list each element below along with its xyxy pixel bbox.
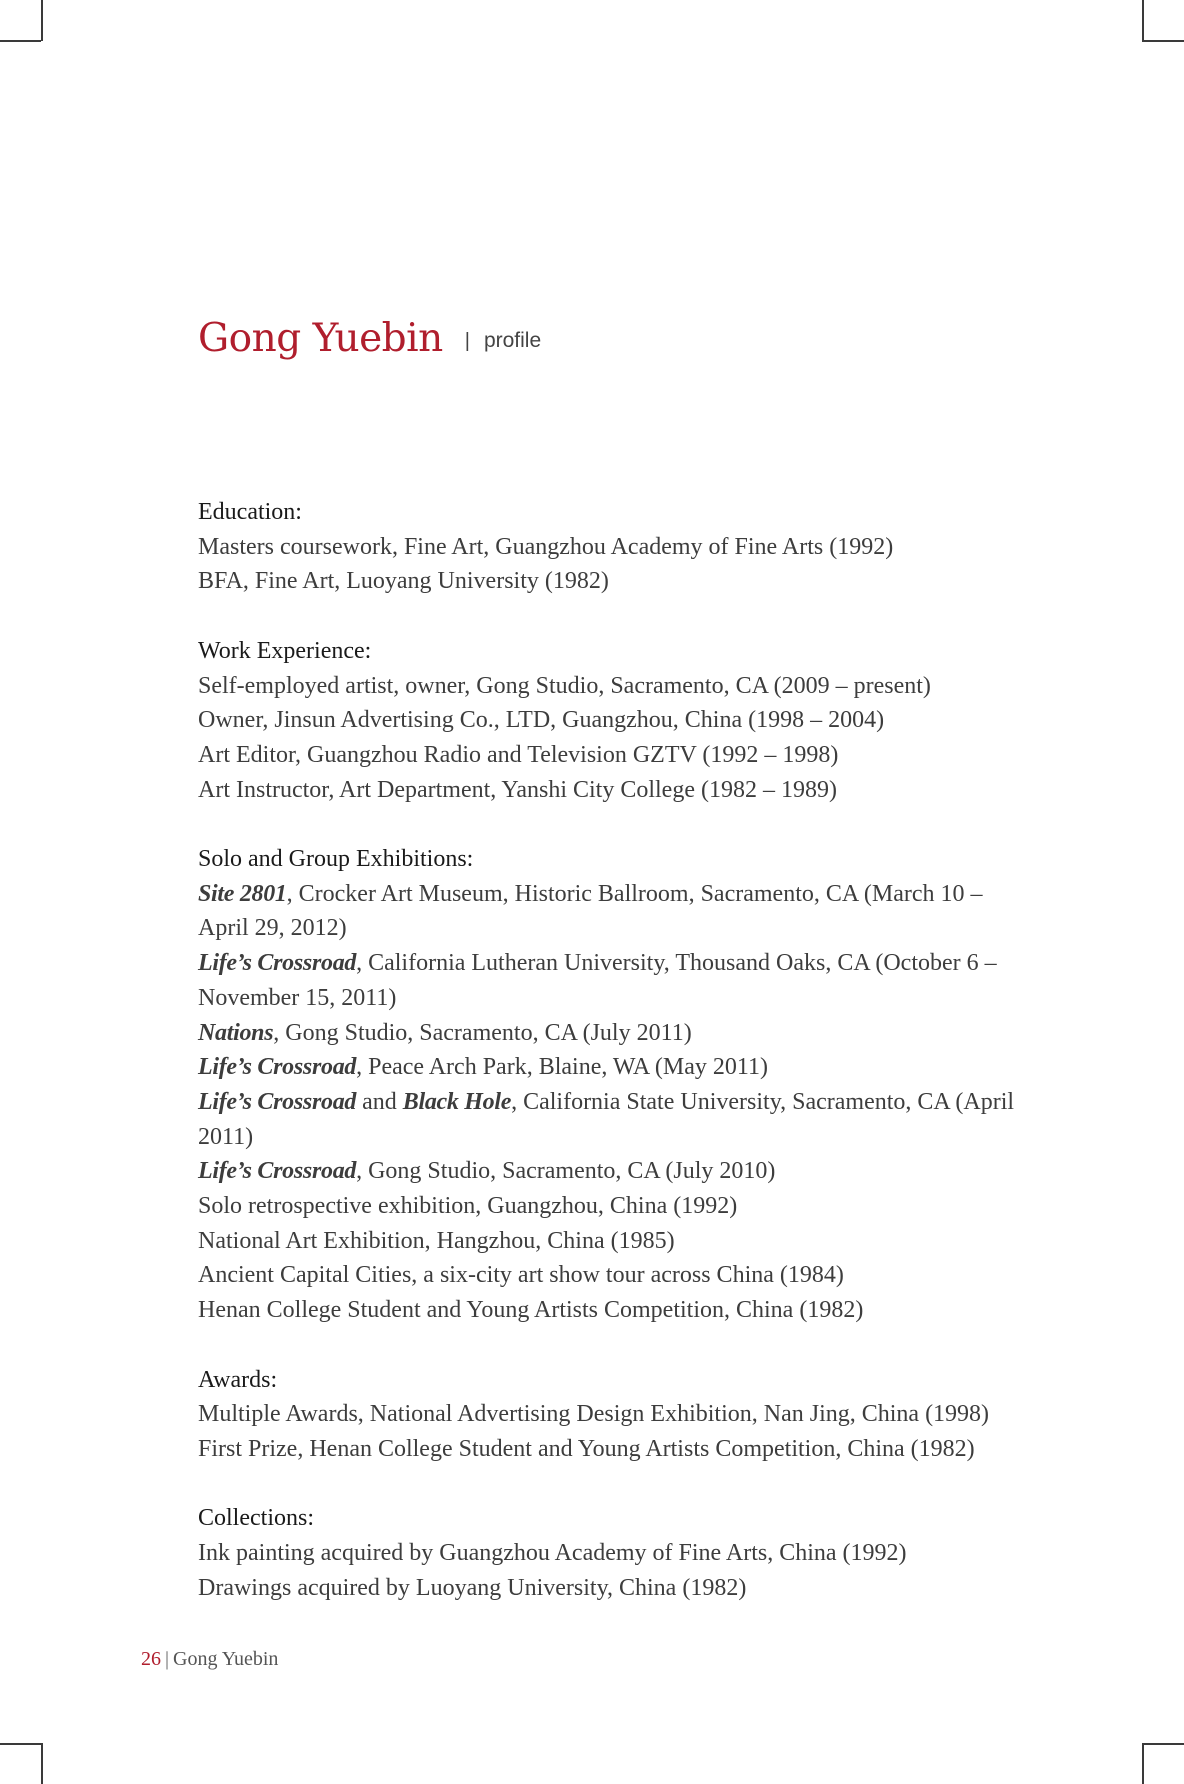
exhibition-item: Life’s Crossroad and Black Hole, California State University, Sacramento, CA (April bbox=[198, 1088, 1015, 1115]
work-heading: Work Experience: bbox=[198, 637, 372, 664]
education-item: BFA, Fine Art, Luoyang University (1982) bbox=[198, 568, 609, 595]
crop-mark-top-left-v bbox=[41, 0, 43, 41]
exhibitions-heading: Solo and Group Exhibitions: bbox=[198, 846, 474, 872]
collections-section bbox=[198, 1501, 1048, 1605]
crop-mark-top-right-h bbox=[1142, 40, 1184, 42]
education-heading: Education: bbox=[198, 499, 302, 525]
exhibition-item: Ancient Capital Cities, a six-city art show tour across China (1984) bbox=[198, 1262, 844, 1289]
footer-separator: | bbox=[165, 1648, 170, 1670]
crop-mark-bottom-left-v bbox=[41, 1743, 43, 1784]
exhibition-item: April 29, 2012) bbox=[198, 915, 347, 942]
work-item: Self-employed artist, owner, Gong Studio, Sacramento, CA (2009 – present) bbox=[198, 672, 931, 699]
exhibition-item: 2011) bbox=[198, 1123, 254, 1150]
exhibition-item: Henan College Student and Young Artists Competition, China (1982) bbox=[198, 1297, 864, 1324]
exhibitions-section bbox=[198, 842, 1048, 1328]
exhibition-item: Life’s Crossroad, California Lutheran University, Thousand Oaks, CA (October 6 – bbox=[198, 950, 997, 977]
work-item: Art Editor, Guangzhou Radio and Television GZTV (1992 – 1998) bbox=[198, 741, 839, 768]
exhibition-item: November 15, 2011) bbox=[198, 984, 397, 1011]
award-item: Multiple Awards, National Advertising Design Exhibition, Nan Jing, China (1998) bbox=[198, 1401, 990, 1428]
collection-item: Ink painting acquired by Guangzhou Academy of Fine Arts, China (1992) bbox=[198, 1540, 907, 1567]
crop-mark-bottom-right-v bbox=[1142, 1743, 1144, 1784]
work-section bbox=[198, 634, 1048, 808]
title-subtitle: profile bbox=[483, 329, 542, 352]
exhibition-title: Life’s Crossroad bbox=[198, 1088, 357, 1115]
exhibition-title: Nations bbox=[198, 1019, 274, 1046]
exhibition-title: Life’s Crossroad bbox=[198, 1054, 357, 1081]
profile-content bbox=[198, 495, 1048, 1640]
title-separator: | bbox=[464, 330, 470, 352]
education-item: Masters coursework, Fine Art, Guangzhou Academy of Fine Arts (1992) bbox=[198, 533, 894, 560]
education-section bbox=[198, 495, 1048, 599]
crop-mark-top-right-v bbox=[1142, 0, 1144, 41]
crop-mark-bottom-left-h bbox=[0, 1743, 41, 1745]
awards-heading: Awards: bbox=[198, 1366, 278, 1393]
work-item: Art Instructor, Art Department, Yanshi City College (1982 – 1989) bbox=[198, 776, 837, 803]
exhibition-item: Site 2801, Crocker Art Museum, Historic Ballroom, Sacramento, CA (March 10 – bbox=[198, 880, 983, 907]
crop-mark-bottom-right-h bbox=[1142, 1743, 1184, 1745]
page-title bbox=[198, 316, 541, 361]
work-item: Owner, Jinsun Advertising Co., LTD, Guangzhou, China (1998 – 2004) bbox=[198, 707, 885, 734]
exhibition-item: Solo retrospective exhibition, Guangzhou, China (1992) bbox=[198, 1193, 738, 1220]
collection-item: Drawings acquired by Luoyang University, China (1982) bbox=[198, 1574, 747, 1601]
exhibition-item: National Art Exhibition, Hangzhou, China (1985) bbox=[198, 1227, 675, 1254]
artist-name: Gong Yuebin bbox=[198, 316, 443, 361]
award-item: First Prize, Henan College Student and Young Artists Competition, China (1982) bbox=[198, 1435, 975, 1462]
awards-section bbox=[198, 1363, 1048, 1467]
exhibition-title: Black Hole bbox=[402, 1088, 512, 1115]
collections-heading: Collections: bbox=[198, 1505, 314, 1532]
exhibition-title: Site 2801 bbox=[198, 880, 287, 907]
footer-name: Gong Yuebin bbox=[173, 1648, 279, 1670]
exhibition-title: Life’s Crossroad bbox=[198, 950, 357, 977]
exhibition-item: Nations, Gong Studio, Sacramento, CA (July 2011) bbox=[198, 1019, 692, 1046]
page-number: 26 bbox=[141, 1648, 161, 1670]
exhibition-title: Life’s Crossroad bbox=[198, 1158, 357, 1185]
exhibition-item: Life’s Crossroad, Gong Studio, Sacramento, CA (July 2010) bbox=[198, 1158, 776, 1185]
crop-mark-top-left-h bbox=[0, 40, 41, 42]
exhibition-item: Life’s Crossroad, Peace Arch Park, Blaine, WA (May 2011) bbox=[198, 1054, 768, 1081]
page-footer bbox=[141, 1648, 278, 1671]
